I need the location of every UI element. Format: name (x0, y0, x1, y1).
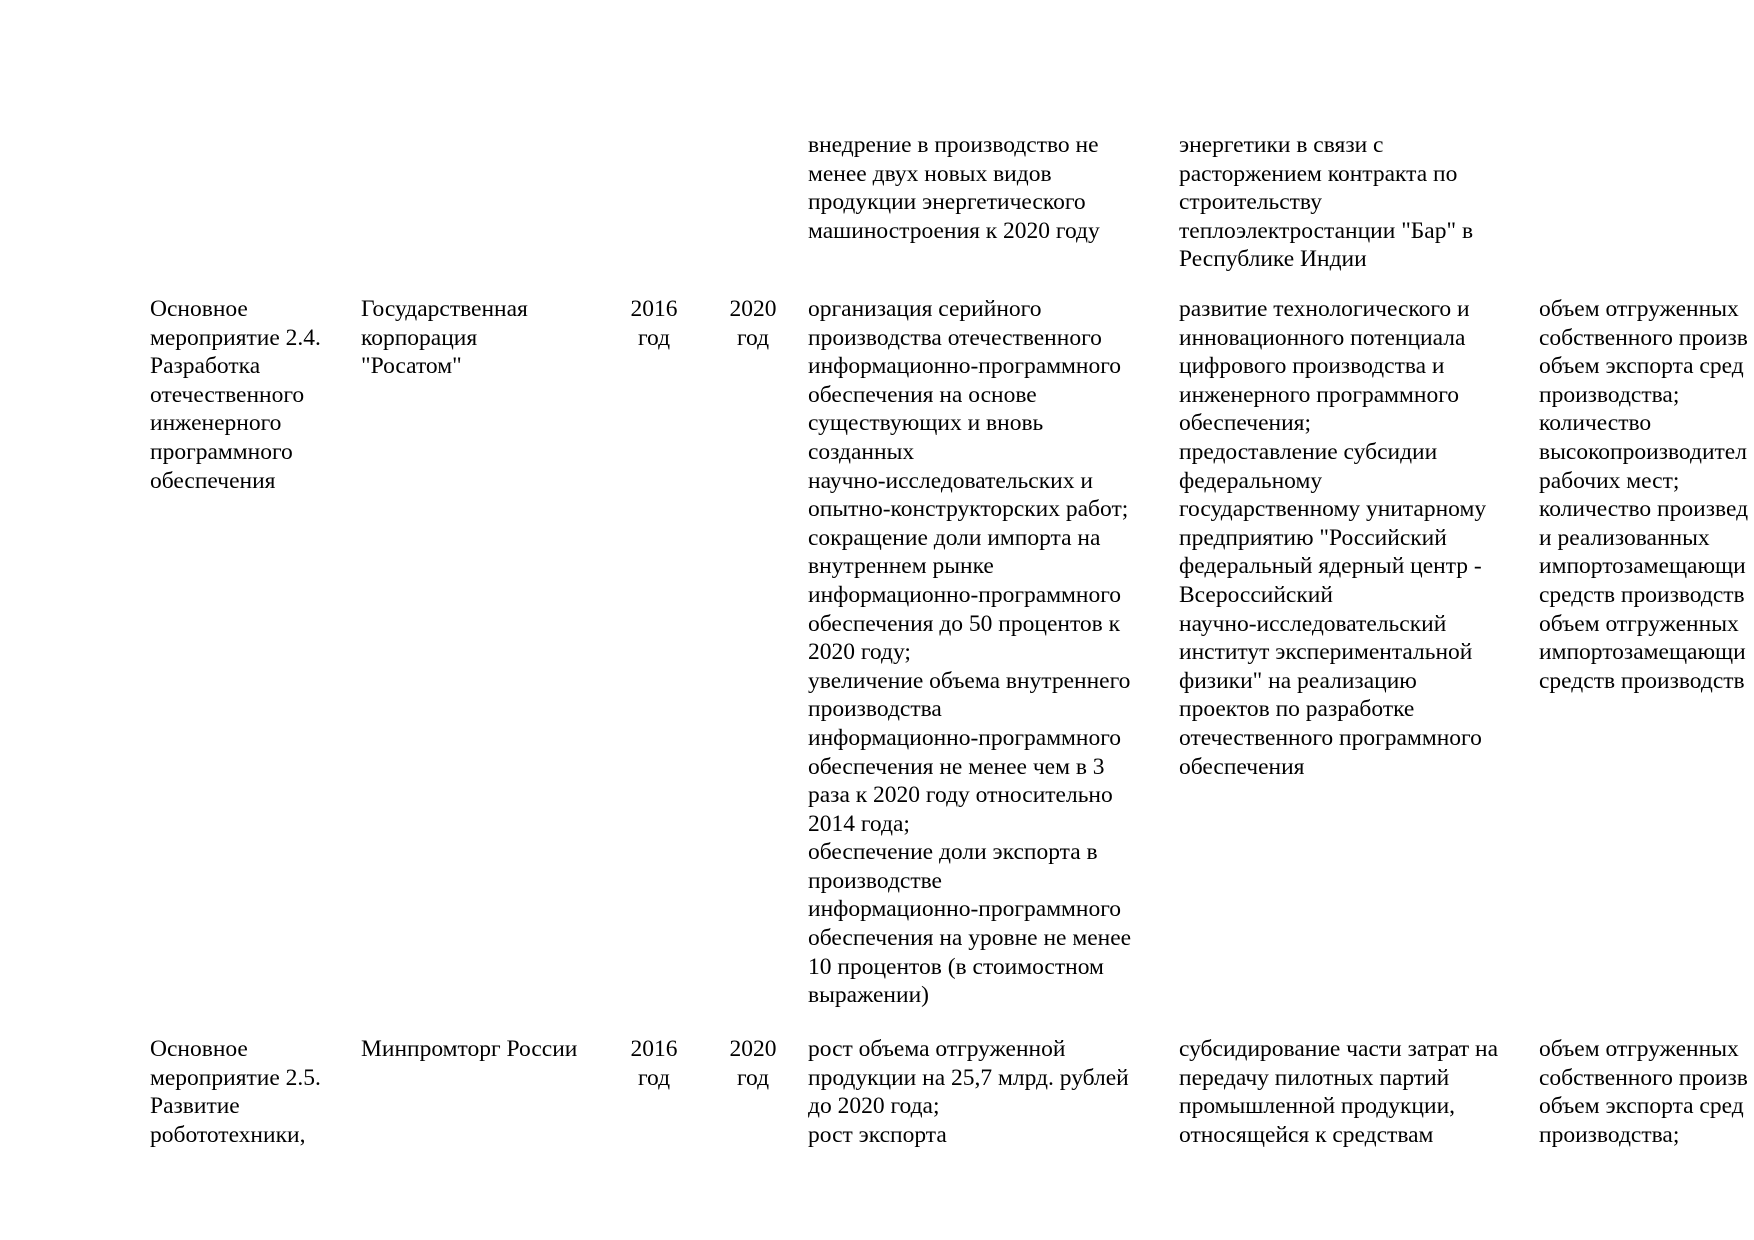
consequences-2-5-cell: субсидирование части затрат на передачу пилотных партий промышленной продукции, относящейся к средствам (1179, 1036, 1499, 1148)
activity-2-5-cell: Основное мероприятие 2.5. Развитие робототехники, (150, 1036, 321, 1148)
end-year-2-4-cell: 2020 год (729, 296, 777, 351)
indicators-2-5-cell: объем отгруженных собственного произв объем экспорта сред производства; (1539, 1036, 1748, 1148)
executor-2-4-cell: Государственная корпорация "Росатом" (361, 296, 528, 380)
end-year-2-5-cell: 2020 год (729, 1036, 777, 1091)
start-year-2-5-cell: 2016 год (630, 1036, 678, 1091)
continued-consequences-cell: энергетики в связи с расторжением контракта по строительству теплоэлектростанции "Бар" в Республике Индии (1179, 132, 1474, 273)
result-2-4-cell: организация серийного производства отечественного информационно-программного обеспечения на основе существующих и вновь созданных научно-исследовательских и опытно-конструкторских работ; сокращение доли импорта на внутреннем рынке информационно-программного обеспечения до 50 процентов к 2020 году; увеличение объема внутреннего производства информационно-программного обеспечения не менее чем в 3 раза к 2020 году относительно 2014 года; обеспечение доли экспорта в производстве информационно-программного обеспечения на уровне не менее 10 процентов (в стоимостном выражении) (808, 296, 1132, 1009)
result-2-5-cell: рост объема отгруженной продукции на 25,7 млрд. рублей до 2020 года; рост экспорта (808, 1036, 1129, 1148)
continued-result-cell: внедрение в производство не менее двух новых видов продукции энергетического машиностроения к 2020 году (808, 132, 1100, 244)
consequences-2-4-cell: развитие технологического и инновационного потенциала цифрового производства и инженерного программного обеспечения; предоставление субсидии федеральному государственному унитарному предприятию "Российский федеральный ядерный центр - Всероссийский научно-исследовательский институт экспериментальной физики" на реализацию проектов по разработке отечественного программного обеспечения (1179, 296, 1487, 780)
start-year-2-4-cell: 2016 год (630, 296, 678, 351)
indicators-2-4-cell: объем отгруженных собственного произв объем экспорта сред производства; количество высокопроизводител рабочих мест; количество произвед и реализованных импортозамещающи средств производств объем отгруженных импортозамещающи средств производств (1539, 296, 1749, 694)
activity-2-4-cell: Основное мероприятие 2.4. Разработка отечественного инженерного программного обеспечения (150, 296, 321, 494)
executor-2-5-cell: Минпромторг России (361, 1036, 578, 1062)
